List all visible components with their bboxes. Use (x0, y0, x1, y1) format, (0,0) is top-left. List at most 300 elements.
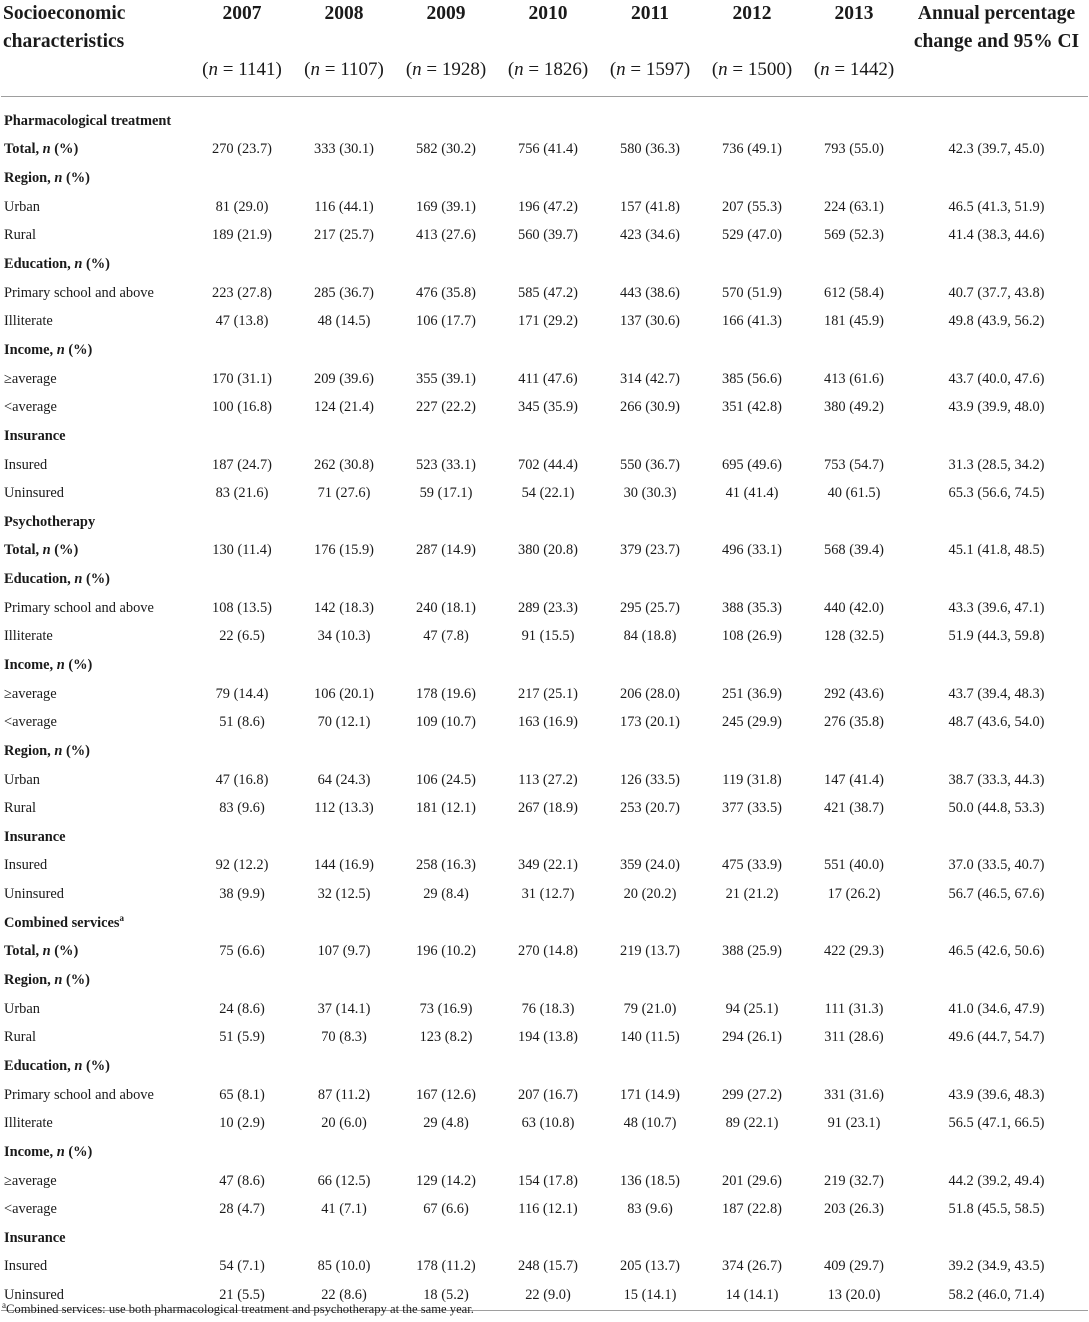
value-cell: 196 (47.2) (518, 198, 578, 215)
value-cell: 85 (10.0) (317, 1258, 371, 1275)
value-cell: 116 (12.1) (518, 1201, 578, 1218)
total-row (1, 136, 1088, 165)
table-row (1, 794, 1088, 823)
change-cell: 44.2 (39.2, 49.4) (948, 1172, 1045, 1189)
n-symbol: n (514, 59, 524, 80)
value-cell: 207 (55.3) (722, 198, 782, 215)
header-sample-size: (n = 1500) (701, 56, 803, 97)
value-cell: 21 (5.5) (191, 1281, 293, 1310)
row-label-text: <average (4, 1201, 57, 1218)
row-label (1, 565, 1088, 594)
value-cell: 201 (29.6) (722, 1172, 782, 1189)
value-cell: 248 (15.7) (518, 1258, 578, 1275)
n-symbol: n (54, 170, 63, 187)
row-label-suffix: (%) (62, 972, 90, 989)
table-row (1, 1081, 1088, 1110)
row-label-suffix: (%) (64, 341, 93, 358)
value-cell: 113 (27.2) (518, 771, 578, 788)
header-year: 2013 (834, 3, 874, 24)
value-cell: 331 (31.6) (824, 1086, 884, 1103)
row-label (1, 966, 1088, 995)
value-cell: 203 (26.3) (824, 1201, 884, 1218)
value-cell: 142 (18.3) (314, 599, 374, 616)
n-symbol: n (718, 59, 728, 80)
value-cell: 529 (47.0) (722, 227, 782, 244)
header-sample-size: (n = 1442) (803, 56, 905, 97)
row-label (1, 708, 191, 737)
value-cell: 126 (33.5) (620, 771, 680, 788)
group-row (1, 737, 1088, 766)
row-label-suffix: (%) (82, 1057, 110, 1074)
value-cell: 71 (27.6) (317, 485, 371, 502)
value-cell: 83 (21.6) (215, 485, 269, 502)
group-row (1, 565, 1088, 594)
value-cell: 169 (39.1) (416, 198, 476, 215)
value-cell: 276 (35.8) (824, 714, 884, 731)
value-cell: 20 (20.2) (623, 886, 677, 903)
value-cell: 29 (4.8) (423, 1115, 469, 1132)
value-cell: 219 (13.7) (620, 943, 680, 960)
value-cell: 124 (21.4) (314, 399, 374, 416)
value-cell: 267 (18.9) (518, 800, 578, 817)
change-cell: 39.2 (34.9, 43.5) (948, 1258, 1045, 1275)
value-cell: 560 (39.7) (518, 227, 578, 244)
value-cell: 187 (22.8) (722, 1201, 782, 1218)
value-cell: 194 (13.8) (518, 1029, 578, 1046)
value-cell: 111 (31.3) (824, 1000, 884, 1017)
row-label-text: Total, (4, 542, 43, 559)
value-cell: 224 (63.1) (824, 198, 884, 215)
n-value: 1597 (645, 59, 684, 80)
value-cell: 119 (31.8) (722, 771, 782, 788)
section-row (1, 107, 1088, 136)
value-cell: 123 (8.2) (419, 1029, 473, 1046)
value-cell: 176 (15.9) (314, 542, 374, 559)
table-row (1, 393, 1088, 422)
n-symbol: n (54, 742, 63, 759)
row-label-text: Insured (4, 456, 48, 473)
n-value: 1107 (340, 59, 378, 80)
value-cell: 270 (23.7) (212, 141, 272, 158)
value-cell: 181 (45.9) (824, 313, 884, 330)
n-symbol: n (42, 141, 51, 158)
table-row (1, 365, 1088, 394)
spacer-cell (1, 97, 1088, 108)
group-row (1, 250, 1088, 279)
row-label-text: Total, (4, 141, 43, 158)
value-cell: 147 (41.4) (824, 771, 884, 788)
n-value: 1500 (747, 59, 786, 80)
row-label-text: Urban (4, 771, 40, 788)
header-sample-size: (n = 1141) (191, 56, 293, 97)
value-cell: 314 (42.7) (620, 370, 680, 387)
section-title-text: Psychotherapy (4, 513, 96, 530)
value-cell: 108 (26.9) (722, 628, 782, 645)
section-title-text: Pharmacological treatment (4, 112, 172, 129)
value-cell: 266 (30.9) (620, 399, 680, 416)
change-cell: 41.4 (38.3, 44.6) (948, 227, 1045, 244)
row-label-text: Total, (4, 943, 43, 960)
n-symbol: n (208, 59, 218, 80)
value-cell: 582 (30.2) (416, 141, 476, 158)
value-cell: 163 (16.9) (518, 714, 578, 731)
value-cell: 13 (20.0) (803, 1281, 905, 1310)
value-cell: 253 (20.7) (620, 800, 680, 817)
value-cell: 171 (29.2) (518, 313, 578, 330)
row-label (1, 1167, 191, 1196)
value-cell: 64 (24.3) (317, 771, 371, 788)
row-label-suffix: (%) (50, 542, 79, 559)
value-cell: 14 (14.1) (701, 1281, 803, 1310)
row-label-text: Income, (4, 1143, 57, 1160)
section-title (1, 508, 1088, 537)
change-cell: 42.3 (39.7, 45.0) (948, 141, 1045, 158)
value-cell: 385 (56.6) (722, 370, 782, 387)
row-label-text: Education, (4, 1057, 75, 1074)
value-cell: 37 (14.1) (317, 1000, 371, 1017)
value-cell: 31 (12.7) (521, 886, 575, 903)
n-symbol: n (616, 59, 626, 80)
change-cell: 45.1 (41.8, 48.5) (948, 542, 1045, 559)
table-row (1, 193, 1088, 222)
n-symbol: n (820, 59, 830, 80)
table-row (1, 1253, 1088, 1282)
value-cell: 67 (6.6) (423, 1201, 469, 1218)
value-cell: 81 (29.0) (215, 198, 269, 215)
change-cell: 43.3 (39.6, 47.1) (948, 599, 1045, 616)
group-row (1, 164, 1088, 193)
row-label (1, 623, 191, 652)
row-label (1, 1109, 191, 1138)
header-year: 2012 (732, 3, 772, 24)
value-cell: 22 (8.6) (293, 1281, 395, 1310)
value-cell: 612 (58.4) (824, 284, 884, 301)
change-cell: 48.7 (43.6, 54.0) (948, 714, 1045, 731)
value-cell: 75 (6.6) (219, 943, 265, 960)
table-row (1, 623, 1088, 652)
value-cell: 388 (25.9) (722, 943, 782, 960)
table-header (1, 0, 1088, 97)
value-cell: 51 (5.9) (219, 1029, 265, 1046)
change-cell: 43.9 (39.6, 48.3) (948, 1086, 1045, 1103)
value-cell: 48 (14.5) (317, 313, 371, 330)
table-row (1, 680, 1088, 709)
value-cell: 569 (52.3) (824, 227, 884, 244)
row-label-text: Urban (4, 1000, 40, 1017)
row-label (1, 794, 191, 823)
row-label-text: Income, (4, 341, 57, 358)
row-label-text: Illiterate (4, 313, 53, 330)
row-label-text: ≥average (4, 1172, 57, 1189)
value-cell: 388 (35.3) (722, 599, 782, 616)
value-cell: 206 (28.0) (620, 685, 680, 702)
row-label-text: Region, (4, 170, 55, 187)
value-cell: 29 (8.4) (423, 886, 469, 903)
value-cell: 92 (12.2) (215, 857, 269, 874)
value-cell: 20 (6.0) (321, 1115, 367, 1132)
change-cell: 49.6 (44.7, 54.7) (948, 1029, 1045, 1046)
value-cell: 100 (16.8) (212, 399, 272, 416)
table-row (1, 708, 1088, 737)
row-label (1, 594, 191, 623)
row-label (1, 193, 191, 222)
row-label-suffix: (%) (62, 742, 90, 759)
row-label-suffix: (%) (64, 1143, 93, 1160)
change-cell: 50.0 (44.8, 53.3) (948, 800, 1045, 817)
n-symbol: n (74, 1057, 83, 1074)
table-row (1, 1024, 1088, 1053)
row-label (1, 336, 1088, 365)
section-title (1, 107, 1088, 136)
row-label-suffix: (%) (50, 943, 79, 960)
value-cell: 140 (11.5) (620, 1029, 680, 1046)
value-cell: 227 (22.2) (416, 399, 476, 416)
value-cell: 258 (16.3) (416, 857, 476, 874)
change-cell: 40.7 (37.7, 43.8) (948, 284, 1045, 301)
row-label-text: Insured (4, 857, 48, 874)
value-cell: 299 (27.2) (722, 1086, 782, 1103)
table-row (1, 852, 1088, 881)
value-cell: 359 (24.0) (620, 857, 680, 874)
value-cell: 76 (18.3) (521, 1000, 575, 1017)
value-cell: 585 (47.2) (518, 284, 578, 301)
value-cell: 496 (33.1) (722, 542, 782, 559)
header-text: Annual percentage (917, 3, 1076, 24)
value-cell: 65 (8.1) (219, 1086, 265, 1103)
value-cell: 106 (17.7) (416, 313, 476, 330)
n-symbol: n (42, 943, 51, 960)
value-cell: 695 (49.6) (722, 456, 782, 473)
value-cell: 207 (16.7) (518, 1086, 578, 1103)
value-cell: 84 (18.8) (623, 628, 677, 645)
value-cell: 423 (34.6) (620, 227, 680, 244)
change-cell: 51.8 (45.5, 58.5) (948, 1201, 1045, 1218)
change-cell: 43.7 (40.0, 47.6) (948, 370, 1045, 387)
header-year: 2011 (631, 3, 669, 24)
row-label-text: Insurance (4, 1229, 66, 1246)
value-cell: 374 (26.7) (722, 1258, 782, 1275)
row-label-text: Uninsured (4, 1287, 64, 1304)
value-cell: 205 (13.7) (620, 1258, 680, 1275)
value-cell: 377 (33.5) (722, 800, 782, 817)
change-cell: 38.7 (33.3, 44.3) (948, 771, 1045, 788)
row-label-suffix: (%) (50, 141, 79, 158)
value-cell: 38 (9.9) (219, 886, 265, 903)
value-cell: 355 (39.1) (416, 370, 476, 387)
value-cell: 47 (7.8) (423, 628, 469, 645)
row-label (1, 651, 1088, 680)
value-cell: 580 (36.3) (620, 141, 680, 158)
value-cell: 380 (49.2) (824, 399, 884, 416)
value-cell: 294 (26.1) (722, 1029, 782, 1046)
header-year: 2010 (528, 3, 568, 24)
table-body (1, 97, 1088, 1311)
value-cell: 59 (17.1) (419, 485, 473, 502)
value-cell: 54 (7.1) (219, 1258, 265, 1275)
value-cell: 289 (23.3) (518, 599, 578, 616)
value-cell: 217 (25.7) (314, 227, 374, 244)
value-cell: 166 (41.3) (722, 313, 782, 330)
value-cell: 568 (39.4) (824, 542, 884, 559)
header-year: 2009 (426, 3, 466, 24)
value-cell: 128 (32.5) (824, 628, 884, 645)
value-cell: 91 (15.5) (521, 628, 575, 645)
row-label (1, 823, 1088, 852)
value-cell: 251 (36.9) (722, 685, 782, 702)
row-label-text: Insured (4, 1258, 48, 1275)
row-label (1, 938, 191, 967)
spacer-row (1, 97, 1088, 108)
value-cell: 702 (44.4) (518, 456, 578, 473)
value-cell: 66 (12.5) (317, 1172, 371, 1189)
row-label (1, 422, 1088, 451)
header-sample-size: (n = 1107) (293, 56, 395, 97)
row-label (1, 1253, 191, 1282)
footnote (2, 1299, 474, 1317)
value-cell: 79 (21.0) (623, 1000, 677, 1017)
value-cell: 24 (8.6) (219, 1000, 265, 1017)
row-label-text: Illiterate (4, 628, 53, 645)
value-cell: 32 (12.5) (317, 886, 371, 903)
value-cell: 413 (27.6) (416, 227, 476, 244)
value-cell: 48 (10.7) (623, 1115, 677, 1132)
header-annual-change (905, 0, 1088, 56)
data-table (1, 0, 1088, 1311)
change-cell: 49.8 (43.9, 56.2) (948, 313, 1045, 330)
section-title (1, 909, 1088, 938)
value-cell: 411 (47.6) (518, 370, 578, 387)
total-row (1, 537, 1088, 566)
value-cell: 157 (41.8) (620, 198, 680, 215)
change-cell: 46.5 (42.6, 50.6) (948, 943, 1045, 960)
row-label (1, 136, 191, 165)
value-cell: 345 (35.9) (518, 399, 578, 416)
n-symbol: n (56, 341, 65, 358)
n-symbol: n (56, 1143, 65, 1160)
row-label-text: Uninsured (4, 886, 64, 903)
header-blank (1, 56, 191, 97)
value-cell: 475 (33.9) (722, 857, 782, 874)
section-title-text: Combined services (4, 914, 120, 931)
value-cell: 351 (42.8) (722, 399, 782, 416)
row-label-text: Education, (4, 571, 75, 588)
value-cell: 47 (13.8) (215, 313, 269, 330)
value-cell: 106 (24.5) (416, 771, 476, 788)
row-label (1, 164, 1088, 193)
header-text: characteristics (3, 31, 125, 52)
value-cell: 22 (6.5) (219, 628, 265, 645)
value-cell: 108 (13.5) (212, 599, 272, 616)
header-blank (905, 56, 1088, 97)
row-label-suffix: (%) (82, 571, 110, 588)
value-cell: 21 (21.2) (725, 886, 779, 903)
value-cell: 30 (30.3) (623, 485, 677, 502)
n-value: 1141 (238, 59, 276, 80)
value-cell: 79 (14.4) (215, 685, 269, 702)
value-cell: 270 (14.8) (518, 943, 578, 960)
change-cell: 31.3 (28.5, 34.2) (948, 456, 1045, 473)
row-label (1, 365, 191, 394)
row-label-text: Insurance (4, 828, 66, 845)
group-row (1, 1138, 1088, 1167)
value-cell: 170 (31.1) (212, 370, 272, 387)
value-cell: 295 (25.7) (620, 599, 680, 616)
row-label (1, 451, 191, 480)
n-symbol: n (74, 571, 83, 588)
value-cell: 262 (30.8) (314, 456, 374, 473)
change-cell: 56.5 (47.1, 66.5) (948, 1115, 1045, 1132)
change-cell: 43.9 (39.9, 48.0) (948, 399, 1045, 416)
row-label (1, 479, 191, 508)
row-label (1, 766, 191, 795)
footnote-marker: a (2, 1299, 6, 1310)
row-label-text: <average (4, 714, 57, 731)
table-row (1, 451, 1088, 480)
value-cell: 287 (14.9) (416, 542, 476, 559)
row-label-text: Primary school and above (4, 1086, 154, 1103)
n-value: 1826 (543, 59, 582, 80)
value-cell: 550 (36.7) (620, 456, 680, 473)
value-cell: 94 (25.1) (725, 1000, 779, 1017)
change-cell: 58.2 (46.0, 71.4) (905, 1281, 1088, 1310)
value-cell: 409 (29.7) (824, 1258, 884, 1275)
change-cell: 41.0 (34.6, 47.9) (948, 1000, 1045, 1017)
header-sample-size: (n = 1597) (599, 56, 701, 97)
value-cell: 413 (61.6) (824, 370, 884, 387)
row-label-text: <average (4, 399, 57, 416)
value-cell: 173 (20.1) (620, 714, 680, 731)
value-cell: 167 (12.6) (416, 1086, 476, 1103)
value-cell: 70 (12.1) (317, 714, 371, 731)
value-cell: 136 (18.5) (620, 1172, 680, 1189)
value-cell: 10 (2.9) (219, 1115, 265, 1132)
row-label (1, 1224, 1088, 1253)
value-cell: 756 (41.4) (518, 141, 578, 158)
row-label-suffix: (%) (82, 256, 110, 273)
row-label-text: Primary school and above (4, 284, 154, 301)
value-cell: 17 (26.2) (827, 886, 881, 903)
value-cell: 87 (11.2) (317, 1086, 371, 1103)
row-label (1, 1195, 191, 1224)
value-cell: 144 (16.9) (314, 857, 374, 874)
row-label (1, 880, 191, 909)
n-symbol: n (74, 256, 83, 273)
value-cell: 89 (22.1) (725, 1115, 779, 1132)
row-label-suffix: (%) (64, 656, 93, 673)
value-cell: 217 (25.1) (518, 685, 578, 702)
table-row (1, 766, 1088, 795)
row-label (1, 393, 191, 422)
value-cell: 137 (30.6) (620, 313, 680, 330)
table-row (1, 880, 1088, 909)
value-cell: 154 (17.8) (518, 1172, 578, 1189)
row-label-text: Illiterate (4, 1115, 53, 1132)
value-cell: 129 (14.2) (416, 1172, 476, 1189)
value-cell: 292 (43.6) (824, 685, 884, 702)
row-label (1, 680, 191, 709)
row-label-text: Rural (4, 227, 36, 244)
value-cell: 15 (14.1) (599, 1281, 701, 1310)
value-cell: 209 (39.6) (314, 370, 374, 387)
table-row (1, 279, 1088, 308)
value-cell: 181 (12.1) (416, 800, 476, 817)
n-value: 1442 (849, 59, 888, 80)
value-cell: 28 (4.7) (219, 1201, 265, 1218)
value-cell: 245 (29.9) (722, 714, 782, 731)
group-row (1, 651, 1088, 680)
value-cell: 51 (8.6) (219, 714, 265, 731)
table-row (1, 1109, 1088, 1138)
